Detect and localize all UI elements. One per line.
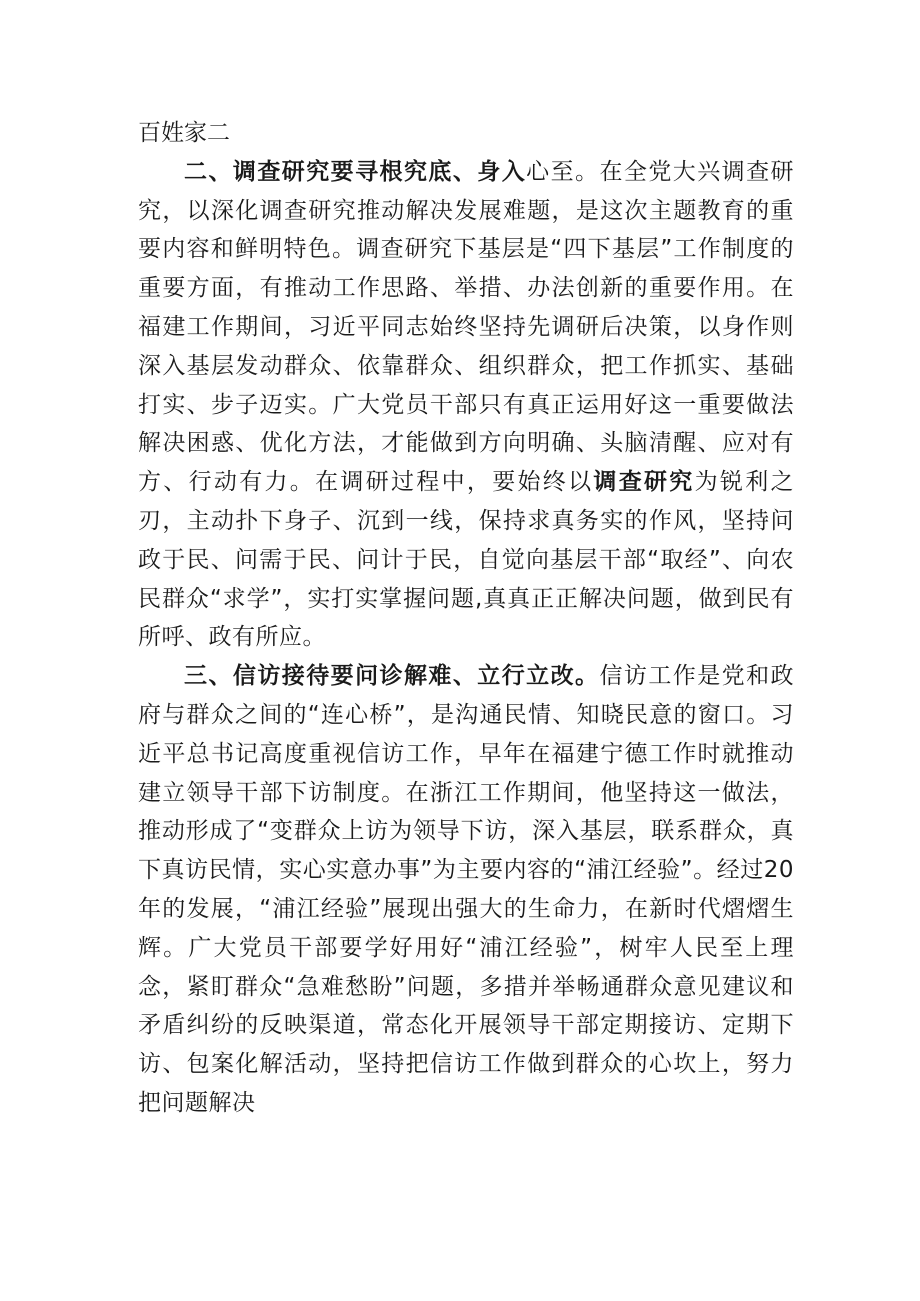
document-body	[138, 114, 794, 1123]
section-3-heading: 三、信访接待要问诊解难、立行立改。	[184, 663, 600, 690]
intro-line: 百姓家二	[138, 120, 230, 146]
section-2-heading: 二、调查研究要寻根究底、身入	[184, 158, 527, 185]
section-3-text: 信访工作是党和政府与群众之间的“连心桥”，是沟通民情、知晓民意的窗口。习近平总书记高度重视信访工作，早年在福建宁德工作时就推动建立领导干部下访制度。在浙江工作期间，他坚持这一做法，推动形成了“变群众上访为领导下访，深入基层，联系群众，真下真访民情，实心实意办事”为主要内容的“浦江经验”。经过20年的发展，“浦江经验”展现出强大的生命力，在新时代熠熠生辉。广大党员干部要学好用好“浦江经验”，树牢人民至上理念，紧盯群众“急难愁盼”问题，多措并举畅通群众意见建议和矛盾纠纷的反映渠道，常态化开展领导干部定期接访、定期下访、包案化解活动，坚持把信访工作做到群众的心坎上，努力把问题解决	[138, 663, 794, 1116]
section-2-text-b: 为锐利之刃，主动扑下身子、沉到一线，保持求真务实的作风，坚持问政于民、问需于民、问计于民，自觉向基层干部“取经”、向农民群众“求学”，实打实掌握问题,真真正正解决问题，做到民有所呼、政有所应。	[138, 469, 795, 651]
section-2-paragraph	[138, 153, 794, 657]
section-2-text-a: 在全党大兴调查研究，以深化调查研究推动解决发展难题，是这次主题教育的重要内容和鲜明特色。调查研究下基层是“四下基层”工作制度的重要方面，有推动工作思路、举措、办法创新的重要作用。在福建工作期间，习近平同志始终坚持先调研后决策，以身作则深入基层发动群众、依靠群众、组织群众，把工作抓实、基础打实、步子迈实。广大党员干部只有真正运用好这一重要做法解决困惑、优化方法，才能做到方向明确、头脑清醒、应对有方、行动有力。在调研过程中，要始终以	[138, 158, 794, 496]
section-3-paragraph	[138, 657, 794, 1123]
section-2-emphasis: 调查研究	[593, 469, 695, 496]
section-2-heading-rest: 心至。	[526, 158, 600, 185]
